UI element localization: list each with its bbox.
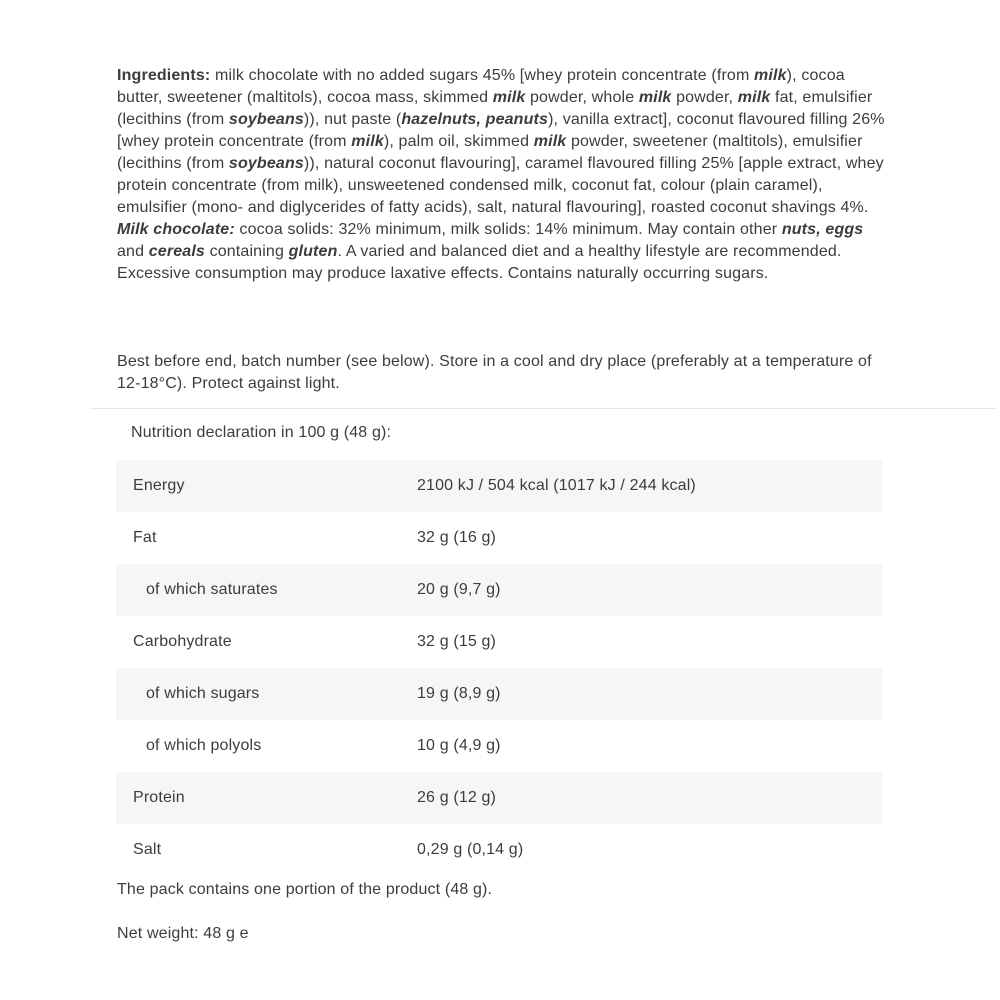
nutrition-row — [116, 616, 882, 668]
nutrition-row — [116, 460, 882, 512]
ingredients-segment: nuts, eggs — [781, 221, 864, 238]
ingredients-segment: Ingredients: — [117, 67, 211, 84]
nutrient-label: Protein — [133, 789, 185, 806]
nutrition-row — [116, 668, 882, 720]
ingredients-segment: Milk chocolate: — [117, 221, 235, 238]
nutrient-label: Carbohydrate — [133, 633, 232, 650]
nutrient-value: 10 g (4,9 g) — [417, 737, 501, 754]
nutrition-heading: Nutrition declaration in 100 g (48 g): — [131, 424, 392, 441]
ingredients-segment: ), cocoa butter, sweetener (maltitols), cocoa mass, skimmed — [117, 67, 845, 106]
portion-note: The pack contains one portion of the product (48 g). — [117, 881, 493, 898]
ingredients-segment: . A varied and balanced diet and a healthy lifestyle are recommended. Excessive consumption may produce laxative effects. Contains naturally occurring sugars. — [117, 243, 842, 282]
ingredients-segment: cereals — [148, 243, 205, 260]
ingredients-segment: powder, whole — [525, 89, 639, 106]
ingredients-segment: powder, — [671, 89, 738, 106]
ingredients-segment: ), vanilla extract], coconut flavoured filling 26% [whey protein concentrate (from — [117, 111, 885, 150]
ingredients-segment: powder, sweetener (maltitols), emulsifier (lecithins (from — [117, 133, 863, 172]
nutrient-label: of which sugars — [146, 685, 260, 702]
ingredients-segment: )), natural coconut flavouring], caramel flavoured filling 25% [apple extract, whey protein concentrate (from milk), unsweetened condensed milk, coconut fat, colour (plain caramel), emulsifier (mono- and diglycerides of fatty acids), salt, natural flavouring], roasted coconut shavings 4%. — [117, 155, 884, 216]
nutrition-row — [116, 772, 882, 824]
nutrient-label: of which saturates — [146, 581, 278, 598]
nutrition-row — [116, 512, 882, 564]
ingredients-segment: milk — [737, 89, 771, 106]
nutrition-table — [116, 460, 882, 876]
ingredients-segment: milk — [492, 89, 526, 106]
nutrition-row — [116, 564, 882, 616]
ingredients-segment: )), nut paste ( — [303, 111, 402, 128]
ingredients-segment: milk — [351, 133, 384, 150]
nutrient-value: 0,29 g (0,14 g) — [417, 841, 524, 858]
ingredients-segment: ), palm oil, skimmed — [383, 133, 534, 150]
nutrient-value: 19 g (8,9 g) — [417, 685, 501, 702]
ingredients-segment: soybeans — [228, 111, 304, 128]
ingredients-segment: gluten — [288, 243, 338, 260]
nutrient-label: Fat — [133, 529, 157, 546]
net-weight: Net weight: 48 g e — [117, 925, 249, 942]
section-divider — [90, 408, 997, 409]
nutrient-label: Energy — [133, 477, 185, 494]
ingredients-segment: milk — [638, 89, 672, 106]
ingredients-segment: milk — [754, 67, 787, 84]
ingredients-segment: cocoa solids: 32% minimum, milk solids: 14% minimum. May contain other — [234, 221, 782, 238]
nutrition-row — [116, 824, 882, 876]
nutrient-label: of which polyols — [146, 737, 262, 754]
nutrient-value: 2100 kJ / 504 kcal (1017 kJ / 244 kcal) — [417, 477, 696, 494]
ingredients-segment: milk — [533, 133, 567, 150]
ingredients-segment: containing — [204, 243, 289, 260]
ingredients-segment: and — [117, 243, 149, 260]
ingredients-segment: hazelnuts, peanuts — [401, 111, 549, 128]
nutrient-value: 26 g (12 g) — [417, 789, 497, 806]
nutrient-label: Salt — [133, 841, 162, 858]
nutrient-value: 32 g (15 g) — [417, 633, 497, 650]
nutrient-value: 32 g (16 g) — [417, 529, 497, 546]
ingredients-segment: milk chocolate with no added sugars 45% [whey protein concentrate (from — [210, 67, 755, 84]
storage-note: Best before end, batch number (see below). Store in a cool and dry place (preferably at a temperature of 12-18°C). Protect against light. — [117, 353, 872, 392]
ingredients-segment: soybeans — [228, 155, 304, 172]
nutrition-row — [116, 720, 882, 772]
ingredients-segment: fat, emulsifier (lecithins (from — [117, 89, 873, 128]
ingredients-paragraph — [117, 65, 885, 285]
nutrient-value: 20 g (9,7 g) — [417, 581, 501, 598]
